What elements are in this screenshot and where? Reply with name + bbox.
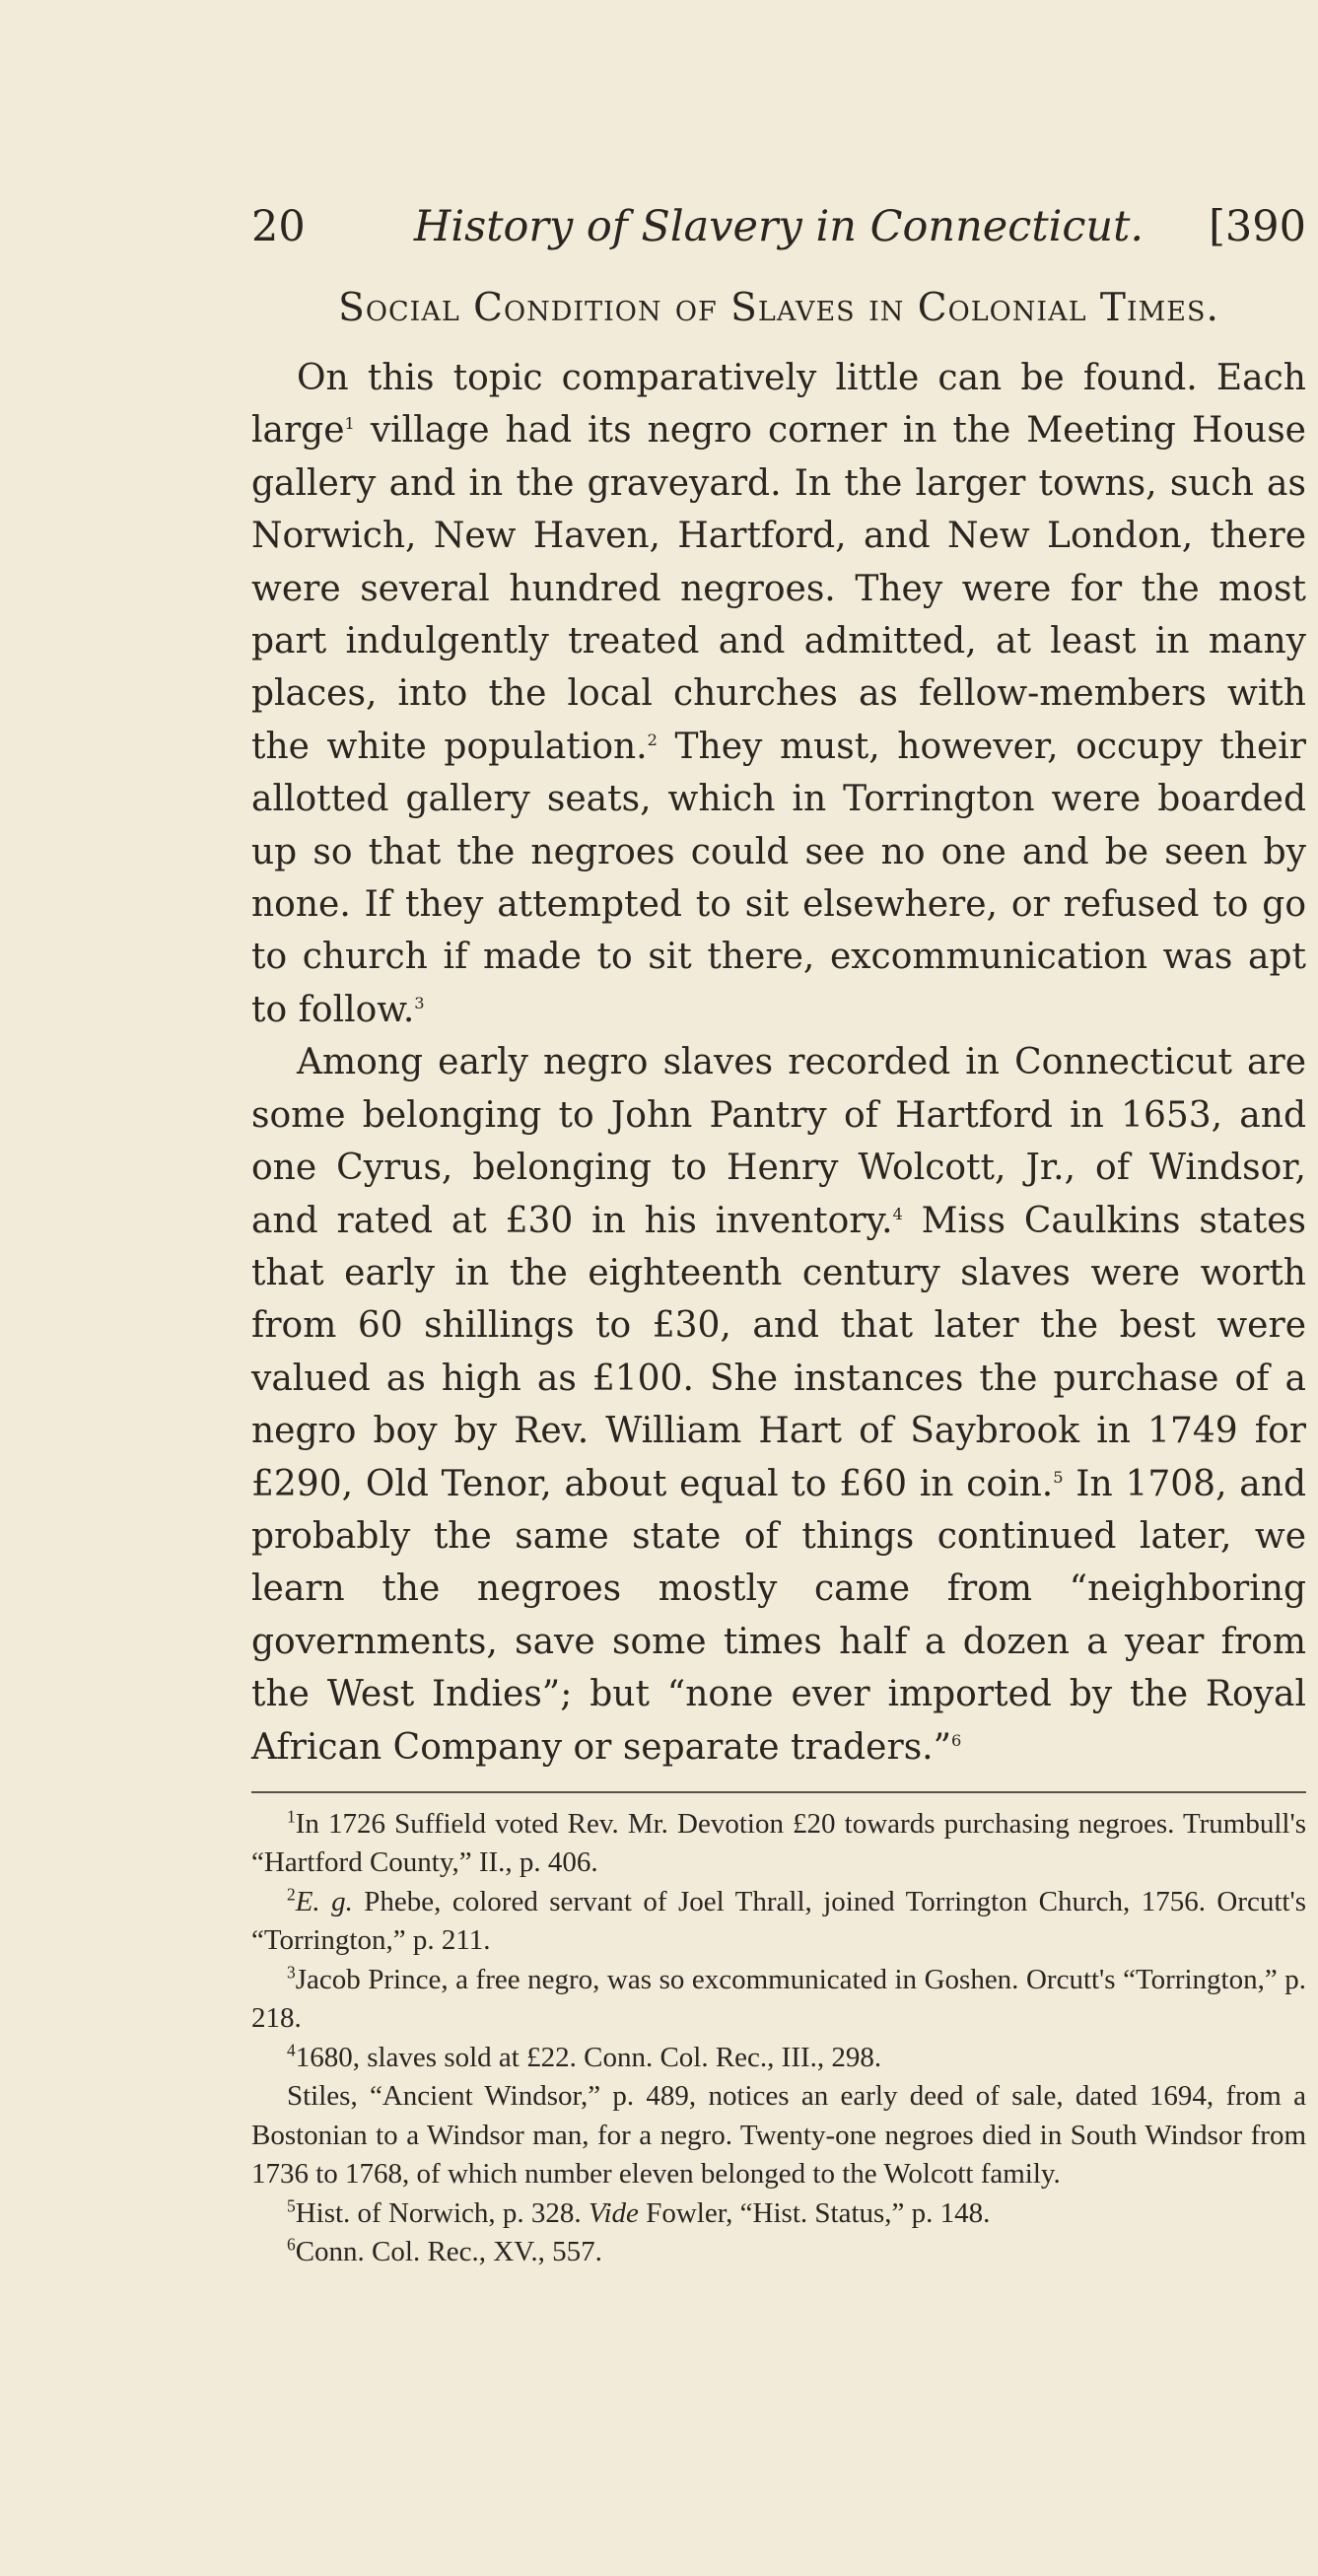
- footnote-3: [251, 1961, 1306, 2039]
- paragraph-2-part-1: Among early negro slaves recorded in Connecticut are some belonging to John Pantry of Hartford in 1653, and one Cyrus, belonging to Henry Wolcott, Jr., of Windsor, and rated at £30 in his inventory.: [251, 1042, 1306, 1241]
- footnote-ref-2: 2: [647, 730, 658, 749]
- footnote-mark: 6: [287, 2234, 296, 2255]
- book-title: History of Slavery in Connecticut.: [413, 202, 1145, 251]
- footnote-ref-5: 5: [1053, 1467, 1064, 1487]
- footnote-ref-1: 1: [344, 414, 355, 434]
- footnote-mark: 3: [287, 1962, 296, 1983]
- footnote-4-continued: [251, 2077, 1306, 2194]
- section-title: Social Condition of Slaves in Colonial Times.: [338, 286, 1219, 330]
- footnote-2: [251, 1883, 1306, 1961]
- footnote-ref-4: 4: [892, 1204, 903, 1223]
- footnote-5: [251, 2194, 1306, 2234]
- paragraph-2-part-3: In 1708, and probably the same state of things continued later, we learn the negroes mostly came from “neighboring governments, save some times half a dozen a year from the West Indies”; but “none ever imported by the Royal African Company or separate traders.”: [251, 1463, 1306, 1768]
- footnote-text: Phebe, colored servant of Joel Thrall, joined Torrington Church, 1756. Orcutt's “Torrington,” p. 211.: [251, 1885, 1306, 1957]
- footnote-4: [251, 2039, 1306, 2078]
- original-page-number: [390: [1209, 202, 1306, 251]
- footnote-mark: 2: [287, 1884, 296, 1905]
- footnote-1: [251, 1805, 1306, 1883]
- footnote-text-continued: Fowler, “Hist. Status,” p. 148.: [638, 2196, 991, 2229]
- footnotes: [251, 1805, 1306, 2272]
- footnote-divider: [251, 1791, 1306, 1793]
- footnote-text: Jacob Prince, a free negro, was so excommunicated in Goshen. Orcutt's “Torrington,” p. 218.: [251, 1963, 1306, 2035]
- footnote-italic: Vide: [588, 2196, 639, 2229]
- footnote-6: [251, 2233, 1306, 2272]
- footnote-text: Conn. Col. Rec., XV., 557.: [295, 2236, 602, 2268]
- footnote-text: Stiles, “Ancient Windsor,” p. 489, notices an early deed of sale, dated 1694, from a Bostonian to a Windsor man, for a negro. Twenty-one negroes died in South Windsor from 1736 to 1768, of which number eleven belonged to the Wolcott family.: [251, 2080, 1306, 2191]
- footnote-mark: 5: [287, 2195, 296, 2216]
- footnote-ref-6: 6: [951, 1730, 962, 1750]
- paragraph-1: [251, 352, 1306, 1036]
- paragraph-2-part-2: Miss Caulkins states that early in the eighteenth century slaves were worth from 60 shillings to £30, and that later the best were valued as high as £100. She instances the purchase of a negro boy by Rev. William Hart of Saybrook in 1749 for £290, Old Tenor, about equal to £60 in coin.: [251, 1200, 1307, 1504]
- running-head: [251, 192, 1306, 261]
- footnote-text: Hist. of Norwich, p. 328.: [295, 2196, 589, 2229]
- paragraph-1-part-3: They must, however, occupy their allotted gallery seats, which in Torrington were boarded up so that the negroes could see no one and be seen by none. If they attempted to sit elsewhere, or refused to go to church if made to sit there, excommunication was apt to follow.: [251, 726, 1307, 1030]
- footnote-text: 1680, slaves sold at £22. Conn. Col. Rec., III., 298.: [295, 2041, 882, 2073]
- footnote-ref-3: 3: [414, 993, 425, 1012]
- body-text: [251, 352, 1306, 1774]
- footnote-italic: E. g.: [295, 1885, 353, 1917]
- paragraph-1-part-2: village had its negro corner in the Meeting House gallery and in the graveyard. In the larger towns, such as Norwich, New Haven, Hartford, and New London, there were several hundred negroes. They were for the most part indulgently treated and admitted, at least in many places, into the local churches as fellow-members with the white population.: [251, 410, 1306, 767]
- footnote-text: In 1726 Suffield voted Rev. Mr. Devotion £20 towards purchasing negroes. Trumbull's “Hartford County,” II., p. 406.: [251, 1807, 1306, 1879]
- footnote-mark: 1: [287, 1806, 296, 1827]
- footnote-mark: 4: [287, 2040, 296, 2060]
- paragraph-1-part-1: On this topic comparatively little can be found. Each large: [251, 358, 1306, 452]
- paragraph-2: [251, 1036, 1306, 1774]
- book-page: [251, 192, 1306, 2272]
- page-number: 20: [251, 202, 306, 251]
